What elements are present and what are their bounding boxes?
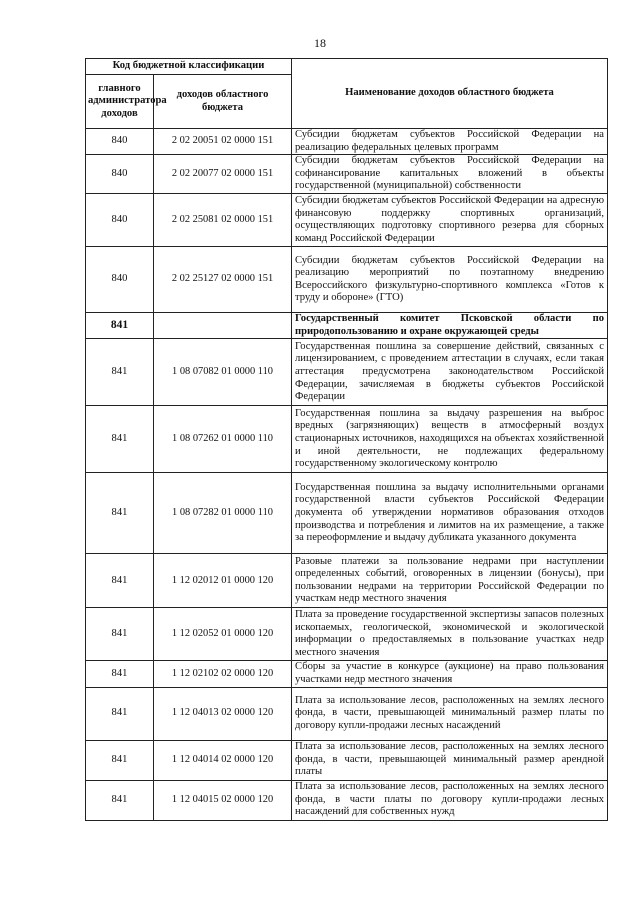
cell-revenue-name: Государственная пошлина за совершение действий, связанных с лицензированием, с проведением аттестации в случаях, если такая аттестация предусмотрена законодательством Российской Федерации, зачисляемая в бюджеты субъектов Российской Федерации [292, 339, 608, 406]
cell-revenue-code: 1 12 02102 02 0000 120 [154, 661, 292, 687]
cell-revenue-name: Плата за использование лесов, расположенных на землях лесного фонда, в части, превышающей минимальный размер арендной платы [292, 740, 608, 780]
table-row [86, 780, 608, 820]
cell-revenue-name: Сборы за участие в конкурсе (аукционе) на право пользования участками недр местного значения [292, 661, 608, 687]
page-number: 18 [314, 36, 326, 50]
table-row [86, 313, 608, 339]
table-row [86, 194, 608, 247]
cell-admin-code: 840 [86, 194, 154, 247]
header-revenue-name: Наименование доходов областного бюджета [292, 59, 608, 129]
cell-admin-code: 841 [86, 608, 154, 661]
table-row [86, 247, 608, 313]
cell-revenue-name: Субсидии бюджетам субъектов Российской Федерации на софинансирование капитальных вложений в объекты государственной (муниципальной) собственности [292, 155, 608, 194]
cell-admin-code: 841 [86, 406, 154, 473]
header-budget-classification-code: Код бюджетной классификации [86, 59, 292, 75]
table-row [86, 608, 608, 661]
cell-revenue-name: Плата за использование лесов, расположенных на землях лесного фонда, в части, превышающей минимальный размер платы по договору купли-продажи лесных насаждений [292, 687, 608, 740]
cell-revenue-name: Разовые платежи за пользование недрами при наступлении определенных событий, оговоренных в лицензии (бонусы), при пользовании недрами на территории Российской Федерации по участкам недр местного значения [292, 554, 608, 608]
cell-revenue-name: Субсидии бюджетам субъектов Российской Федерации на адресную финансовую поддержку спортивных организаций, осуществляющих подготовку спортивного резерва для сборных команд Российской Федерации [292, 194, 608, 247]
table-row [86, 129, 608, 155]
cell-admin-code: 841 [86, 339, 154, 406]
header-chief-administrator: главного администратора доходов [86, 75, 154, 129]
cell-admin-code: 840 [86, 129, 154, 155]
cell-revenue-code: 1 12 04015 02 0000 120 [154, 780, 292, 820]
table-body [86, 129, 608, 821]
cell-revenue-code: 2 02 20077 02 0000 151 [154, 155, 292, 194]
table-row [86, 406, 608, 473]
cell-revenue-code: 1 12 02052 01 0000 120 [154, 608, 292, 661]
cell-admin-code: 841 [86, 313, 154, 339]
cell-admin-code: 841 [86, 473, 154, 554]
table-row [86, 554, 608, 608]
cell-admin-code: 840 [86, 155, 154, 194]
cell-revenue-code: 1 08 07262 01 0000 110 [154, 406, 292, 473]
cell-revenue-name: Субсидии бюджетам субъектов Российской Федерации на реализацию федеральных целевых программ [292, 129, 608, 155]
cell-admin-code: 840 [86, 247, 154, 313]
cell-admin-code: 841 [86, 661, 154, 687]
table-row [86, 473, 608, 554]
cell-revenue-name: Плата за использование лесов, расположенных на землях лесного фонда, в части платы по договору купли-продажи лесных насаждений для собственных нужд [292, 780, 608, 820]
table-row [86, 687, 608, 740]
cell-revenue-code: 2 02 20051 02 0000 151 [154, 129, 292, 155]
cell-admin-code: 841 [86, 687, 154, 740]
cell-revenue-code: 1 08 07082 01 0000 110 [154, 339, 292, 406]
cell-revenue-code: 2 02 25127 02 0000 151 [154, 247, 292, 313]
cell-revenue-code: 1 08 07282 01 0000 110 [154, 473, 292, 554]
cell-admin-code: 841 [86, 740, 154, 780]
cell-revenue-code [154, 313, 292, 339]
table-row [86, 339, 608, 406]
cell-admin-code: 841 [86, 780, 154, 820]
cell-revenue-code: 1 12 04013 02 0000 120 [154, 687, 292, 740]
table-header-row [86, 59, 608, 75]
table-row [86, 155, 608, 194]
header-revenue-code: доходов областного бюджета [154, 75, 292, 129]
cell-revenue-code: 2 02 25081 02 0000 151 [154, 194, 292, 247]
table-row [86, 740, 608, 780]
cell-revenue-name: Государственная пошлина за выдачу разрешения на выброс вредных (загрязняющих) веществ в атмосферный воздух стационарных источников, находящихся на объектах хозяйственной и иной деятельности, не подлежащих федеральному государственному экологическому контролю [292, 406, 608, 473]
cell-revenue-code: 1 12 02012 01 0000 120 [154, 554, 292, 608]
cell-revenue-name: Государственный комитет Псковской области по природопользованию и охране окружающей среды [292, 313, 608, 339]
cell-revenue-name: Субсидии бюджетам субъектов Российской Федерации на реализацию мероприятий по поэтапному внедрению Всероссийского физкультурно-спортивного комплекса «Готов к труду и обороне» (ГТО) [292, 247, 608, 313]
budget-classification-table [85, 58, 608, 821]
cell-revenue-name: Плата за проведение государственной экспертизы запасов полезных ископаемых, геологической, экономической и экологической информации о предоставляемых в пользование участках недр местного значения [292, 608, 608, 661]
table-row [86, 661, 608, 687]
cell-admin-code: 841 [86, 554, 154, 608]
cell-revenue-code: 1 12 04014 02 0000 120 [154, 740, 292, 780]
cell-revenue-name: Государственная пошлина за выдачу исполнительными органами государственной власти субъектов Российской Федерации документа об утверждении нормативов образования отходов производства и потребления и лимитов на их размещение, а также за переоформление и выдачу дубликата указанного документа [292, 473, 608, 554]
